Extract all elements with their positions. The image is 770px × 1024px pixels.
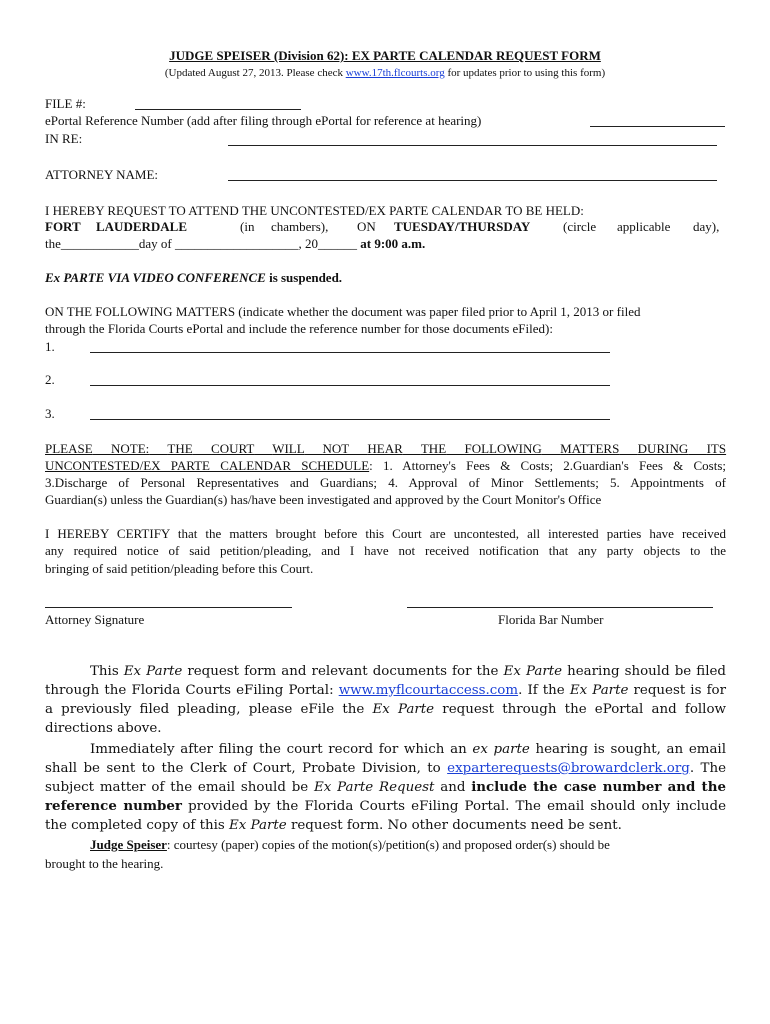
note-line4: Guardian(s) unless the Guardian(s) has/have been investigated and approved by the Court Monitor's Office <box>45 492 602 507</box>
note-word: WILL <box>272 441 305 456</box>
form-title: JUDGE SPEISER (Division 62): EX PARTE CALENDAR REQUEST FORM <box>169 48 601 63</box>
video-conference-label: Ex PARTE VIA VIDEO CONFERENCE <box>45 270 266 285</box>
video-conference-status: is suspended. <box>265 270 343 285</box>
matter-item-field[interactable] <box>90 385 610 386</box>
instr-text: Immediately after filing the court record for which an <box>90 742 473 757</box>
chambers-word: chambers), <box>271 219 329 234</box>
matter-item-number: 2. <box>45 372 55 387</box>
form-subtitle <box>0 65 770 81</box>
note-word: COURT <box>211 441 255 456</box>
matter-item-number: 3. <box>45 406 55 421</box>
instr-italic: Ex Parte <box>372 702 435 717</box>
instr-text: hearing is sought, an email shall be sent to the Clerk of Court, Probate Division, to <box>45 742 726 776</box>
matters-intro-line2: through the Florida Courts ePortal and include the reference number for those documents eFiled): <box>45 321 553 336</box>
hearing-date-fields[interactable]: the____________day of ___________________, 20______ <box>45 236 357 251</box>
attorney-name-field[interactable] <box>228 180 717 181</box>
instructions-paragraph-1 <box>45 662 726 738</box>
instr-italic: Ex Parte Request <box>314 780 435 795</box>
note-word: DURING <box>637 441 689 456</box>
matter-item-field[interactable] <box>90 352 610 353</box>
judge-note-text: : courtesy (paper) copies of the motion(s)/petition(s) and proposed order(s) should be <box>166 837 610 852</box>
note-line1 <box>45 441 726 457</box>
florida-bar-number-field[interactable] <box>407 607 713 608</box>
hearing-time: at 9:00 a.m. <box>356 236 426 251</box>
instr-italic: Ex Parte <box>229 818 287 833</box>
applicable-word: applicable <box>617 219 671 234</box>
clerk-email-link[interactable]: exparterequests@browardclerk.org <box>447 761 690 776</box>
instr-bold: include the case number and the reference number <box>45 779 727 814</box>
matter-item-field[interactable] <box>90 419 610 420</box>
certify-line2: any required notice of said petition/pleading, and I have not received notification that any party objects to the <box>45 543 726 558</box>
instr-italic: Ex Parte <box>569 683 629 698</box>
day-word: day), <box>693 219 720 234</box>
in-re-field[interactable] <box>228 145 717 146</box>
instr-text: request through the ePortal and follow directions above. <box>45 702 726 736</box>
note-word: HEAR <box>367 441 403 456</box>
instr-text: This <box>90 664 124 679</box>
subtitle-post: for updates prior to using this form) <box>444 67 606 79</box>
instr-text: . If the <box>518 683 570 698</box>
judge-name-label: Judge Speiser <box>90 837 167 852</box>
circle-word: (circle <box>563 219 597 234</box>
note-word: MATTERS <box>560 441 620 456</box>
location-lauderdale: LAUDERDALE <box>96 219 188 234</box>
file-number-label: FILE #: <box>45 96 86 111</box>
eportal-reference-label: ePortal Reference Number (add after filing through ePortal for reference at hearing) <box>45 113 482 128</box>
note-word: ITS <box>706 441 727 456</box>
instr-italic: Ex Parte <box>123 664 183 679</box>
note-word: FOLLOWING <box>464 441 542 456</box>
matters-intro-line1: ON THE FOLLOWING MATTERS (indicate whether the document was paper filed prior to April 1, 2013 or filed <box>45 304 641 319</box>
certify-line3: bringing of said petition/pleading before this Court. <box>45 561 314 576</box>
note-word: THE <box>420 441 447 456</box>
note-word: THE <box>167 441 193 456</box>
instr-text: request form. No other documents need be sent. <box>286 818 622 833</box>
attorney-signature-label: Attorney Signature <box>45 612 145 627</box>
instructions-paragraph-2 <box>45 740 726 835</box>
court-website-link[interactable]: www.17th.flcourts.org <box>345 67 445 79</box>
subtitle-pre: (Updated August 27, 2013. Please check <box>164 67 346 79</box>
judge-note-line1 <box>90 837 610 853</box>
note-calendar-schedule: UNCONTESTED/EX PARTE CALENDAR SCHEDULE <box>45 458 370 473</box>
certify-line1: I HEREBY CERTIFY that the matters brought before this Court are uncontested, all interested parties have received <box>45 526 726 541</box>
file-number-field[interactable] <box>135 109 301 110</box>
florida-bar-number-label: Florida Bar Number <box>498 612 604 627</box>
in-re-label: IN RE: <box>45 131 83 146</box>
note-line3: 3.Discharge of Personal Representatives and Guardians; 4. Approval of Minor Settlements; 5. Appointments of <box>45 475 726 490</box>
instr-text: request form and relevant documents for the <box>182 664 504 679</box>
hearing-date-line[interactable] <box>45 236 425 252</box>
note-word: PLEASE <box>45 441 93 456</box>
instr-italic: ex parte <box>472 742 530 757</box>
instr-text: hearing should be filed through the Florida Courts eFiling Portal: <box>45 664 726 698</box>
in-word: (in <box>240 219 255 234</box>
note-word: NOT <box>322 441 350 456</box>
attorney-name-label: ATTORNEY NAME: <box>45 167 159 182</box>
day-options[interactable]: TUESDAY/THURSDAY <box>394 219 531 234</box>
instr-text: and <box>434 780 472 795</box>
on-word: ON <box>357 219 376 234</box>
attorney-signature-field[interactable] <box>45 607 292 608</box>
judge-note-line2: brought to the hearing. <box>45 856 164 871</box>
note-line2 <box>45 458 726 474</box>
note-word: NOTE: <box>111 441 150 456</box>
matter-item-number: 1. <box>45 339 55 354</box>
eportal-reference-field[interactable] <box>590 126 725 127</box>
request-statement: I HEREBY REQUEST TO ATTEND THE UNCONTESTED/EX PARTE CALENDAR TO BE HELD: <box>45 203 584 218</box>
instr-text: provided by the Florida Courts eFiling Portal. The email should only include the completed copy of this <box>45 799 727 833</box>
instr-text: . The subject matter of the email should be <box>45 761 726 795</box>
instr-text: request is for a previously filed pleading, please eFile the <box>45 683 726 717</box>
location-fort: FORT <box>45 219 81 234</box>
instr-italic: Ex Parte <box>503 664 563 679</box>
efiling-portal-link[interactable]: www.myflcourtaccess.com <box>338 683 519 698</box>
note-line2-rest: : 1. Attorney's Fees & Costs; 2.Guardian's Fees & Costs; <box>369 458 726 473</box>
video-conference-notice <box>45 270 342 286</box>
